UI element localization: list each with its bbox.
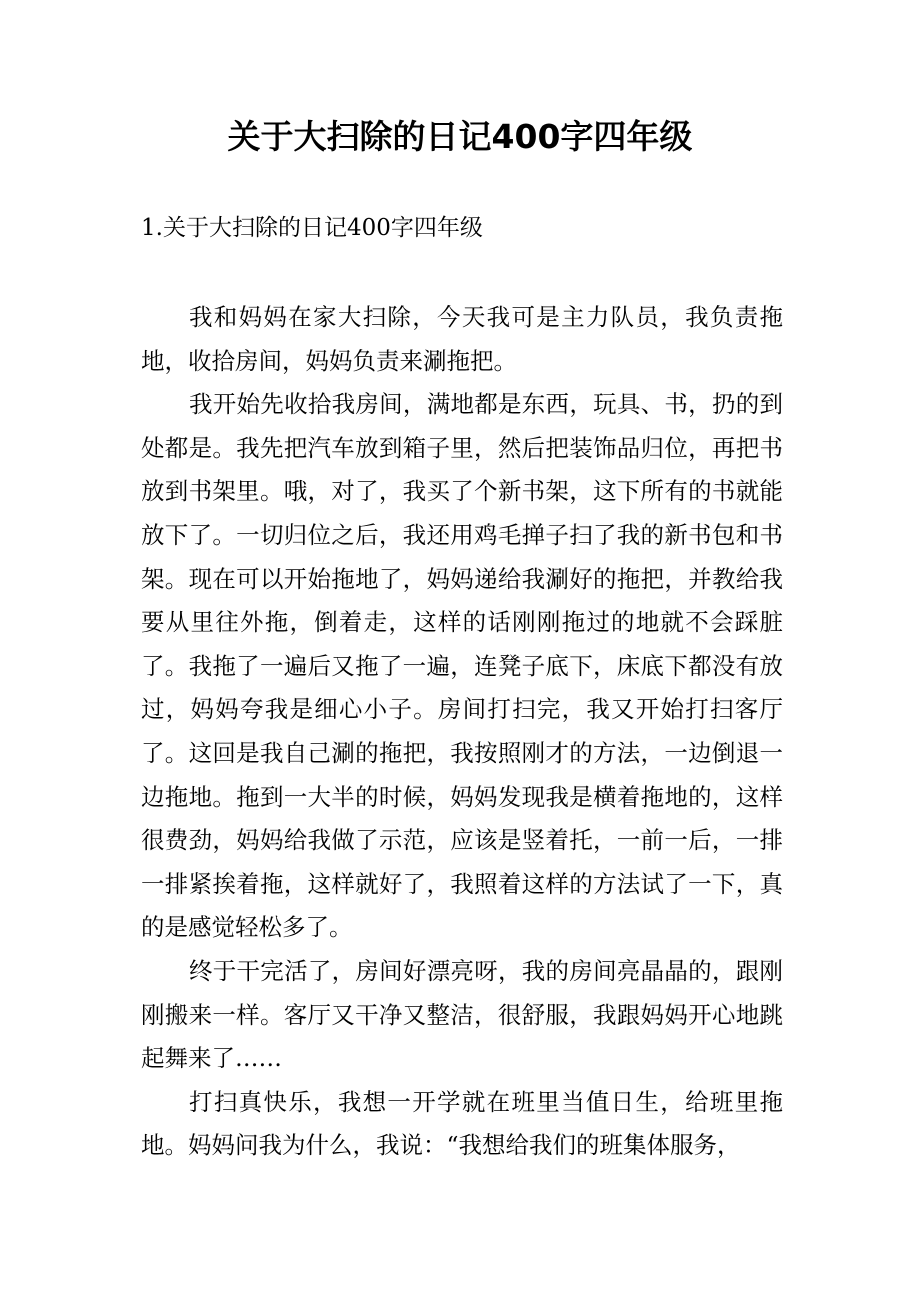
paragraph-3: 终于干完活了，房间好漂亮呀，我的房间亮晶晶的，跟刚刚搬来一样。客厅又干净又整洁，很舒服，我跟妈妈开心地跳起舞来了…… bbox=[141, 956, 783, 1073]
document-title: 关于大扫除的日记400字四年级 bbox=[227, 117, 693, 156]
document-body bbox=[141, 296, 783, 1168]
paragraph-2: 我开始先收拾我房间，满地都是东西，玩具、书，扔的到处都是。我先把汽车放到箱子里，然后把装饰品归位，再把书放到书架里。哦，对了，我买了个新书架，这下所有的书就能放下了。一切归位之后，我还用鸡毛掸子扫了我的新书包和书架。现在可以开始拖地了，妈妈递给我涮好的拖把，并教给我要从里往外拖，倒着走，这样的话刚刚拖过的地就不会踩脏了。我拖了一遍后又拖了一遍，连凳子底下，床底下都没有放过，妈妈夸我是细心小子。房间打扫完，我又开始打扫客厅了。这回是我自己涮的拖把，我按照刚才的方法，一边倒退一边拖地。拖到一大半的时候，妈妈发现我是横着拖地的，这样很费劲，妈妈给我做了示范，应该是竖着托，一前一后，一排一排紧挨着拖，这样就好了，我照着这样的方法试了一下，真的是感觉轻松多了。 bbox=[141, 390, 783, 942]
paragraph-1: 我和妈妈在家大扫除，今天我可是主力队员，我负责拖地，收拾房间，妈妈负责来涮拖把。 bbox=[141, 303, 783, 375]
section-heading: 1.关于大扫除的日记400字四年级 bbox=[141, 215, 483, 241]
paragraph-4: 打扫真快乐，我想一开学就在班里当值日生，给班里拖地。妈妈问我为什么，我说：“我想给我们的班集体服务， bbox=[141, 1087, 783, 1160]
